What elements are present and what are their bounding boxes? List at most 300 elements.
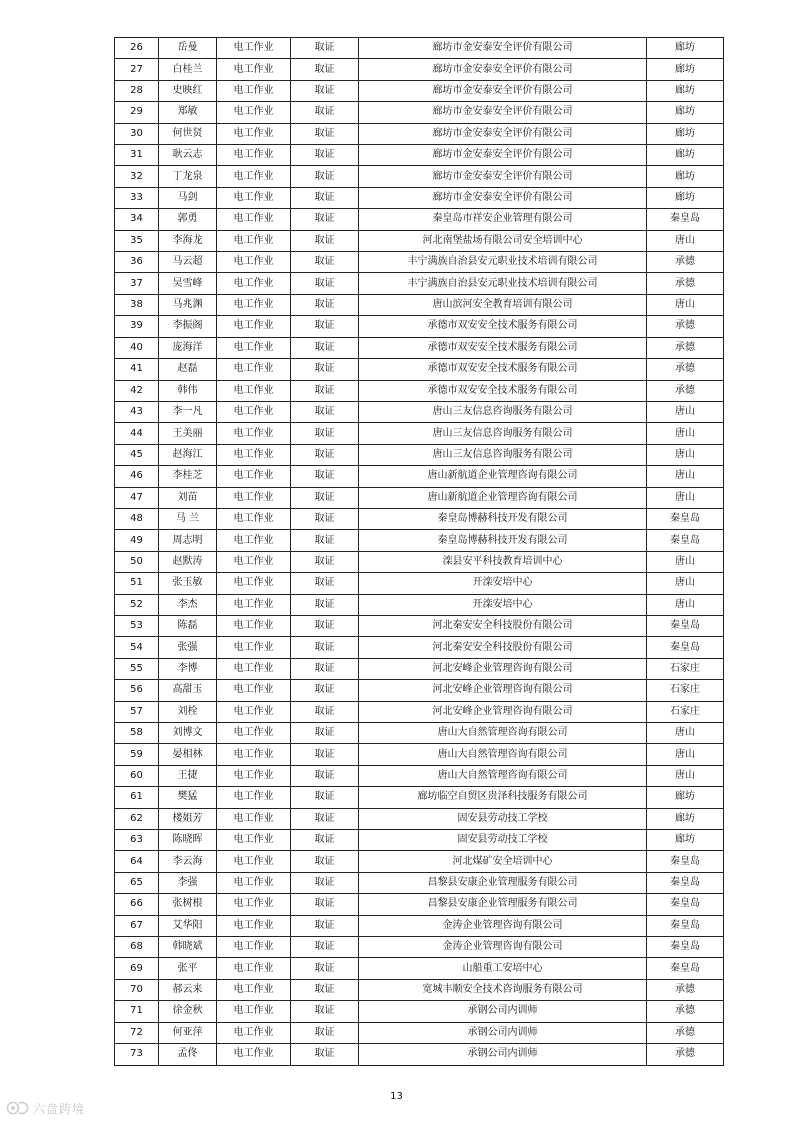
city-cell: 石家庄 [647, 701, 724, 722]
serial-number-cell: 41 [115, 359, 159, 380]
job-type-cell: 电工作业 [217, 551, 291, 572]
job-type-cell: 电工作业 [217, 637, 291, 658]
name-cell: 史映红 [159, 80, 217, 101]
table-row [115, 294, 724, 315]
table-row [115, 423, 724, 444]
city-cell: 石家庄 [647, 680, 724, 701]
city-cell: 唐山 [647, 744, 724, 765]
job-type-cell: 电工作业 [217, 787, 291, 808]
job-type-cell: 电工作业 [217, 230, 291, 251]
job-type-cell: 电工作业 [217, 80, 291, 101]
city-cell: 唐山 [647, 723, 724, 744]
cert-type-cell: 取证 [291, 423, 359, 444]
name-cell: 耿云志 [159, 145, 217, 166]
name-cell: 王美丽 [159, 423, 217, 444]
training-org-cell: 唐山大自然管理咨询有限公司 [359, 765, 647, 786]
camera-logo-icon [6, 1099, 30, 1117]
job-type-cell: 电工作业 [217, 466, 291, 487]
table-row [115, 316, 724, 337]
table-row [115, 466, 724, 487]
city-cell: 承德 [647, 1001, 724, 1022]
cert-type-cell: 取证 [291, 316, 359, 337]
job-type-cell: 电工作业 [217, 1022, 291, 1043]
city-cell: 廊坊 [647, 123, 724, 144]
job-type-cell: 电工作业 [217, 145, 291, 166]
serial-number-cell: 71 [115, 1001, 159, 1022]
name-cell: 岳曼 [159, 38, 217, 59]
city-cell: 唐山 [647, 466, 724, 487]
job-type-cell: 电工作业 [217, 487, 291, 508]
city-cell: 唐山 [647, 594, 724, 615]
training-org-cell: 承钢公司内训师 [359, 1022, 647, 1043]
table-row [115, 59, 724, 80]
training-org-cell: 廊坊市金安泰安全评价有限公司 [359, 102, 647, 123]
table-row [115, 551, 724, 572]
name-cell: 郑敏 [159, 102, 217, 123]
serial-number-cell: 59 [115, 744, 159, 765]
job-type-cell: 电工作业 [217, 765, 291, 786]
table-row [115, 680, 724, 701]
job-type-cell: 电工作业 [217, 872, 291, 893]
name-cell: 李桂芝 [159, 466, 217, 487]
training-org-cell: 承钢公司内训师 [359, 1001, 647, 1022]
cert-type-cell: 取证 [291, 915, 359, 936]
serial-number-cell: 52 [115, 594, 159, 615]
name-cell: 白桂兰 [159, 59, 217, 80]
name-cell: 张平 [159, 958, 217, 979]
city-cell: 唐山 [647, 444, 724, 465]
cert-type-cell: 取证 [291, 937, 359, 958]
serial-number-cell: 46 [115, 466, 159, 487]
training-org-cell: 廊坊市金安泰安全评价有限公司 [359, 59, 647, 80]
training-org-cell: 廊坊市金安泰安全评价有限公司 [359, 145, 647, 166]
city-cell: 承德 [647, 979, 724, 1000]
job-type-cell: 电工作业 [217, 273, 291, 294]
table-row [115, 444, 724, 465]
cert-type-cell: 取证 [291, 872, 359, 893]
cert-type-cell: 取证 [291, 380, 359, 401]
cert-type-cell: 取证 [291, 615, 359, 636]
table-row [115, 723, 724, 744]
cert-type-cell: 取证 [291, 765, 359, 786]
city-cell: 廊坊 [647, 166, 724, 187]
city-cell: 承德 [647, 380, 724, 401]
table-row [115, 765, 724, 786]
serial-number-cell: 29 [115, 102, 159, 123]
cert-type-cell: 取证 [291, 38, 359, 59]
table-row [115, 401, 724, 422]
serial-number-cell: 73 [115, 1044, 159, 1065]
cert-type-cell: 取证 [291, 508, 359, 529]
cert-type-cell: 取证 [291, 166, 359, 187]
training-org-cell: 唐山三友信息咨询服务有限公司 [359, 444, 647, 465]
training-org-cell: 金涛企业管理咨询有限公司 [359, 937, 647, 958]
job-type-cell: 电工作业 [217, 658, 291, 679]
job-type-cell: 电工作业 [217, 209, 291, 230]
serial-number-cell: 72 [115, 1022, 159, 1043]
name-cell: 张强 [159, 637, 217, 658]
name-cell: 李海龙 [159, 230, 217, 251]
training-org-cell: 河北安峰企业管理咨询有限公司 [359, 680, 647, 701]
cert-type-cell: 取证 [291, 723, 359, 744]
serial-number-cell: 62 [115, 808, 159, 829]
cert-type-cell: 取证 [291, 102, 359, 123]
job-type-cell: 电工作业 [217, 444, 291, 465]
serial-number-cell: 44 [115, 423, 159, 444]
table-row [115, 166, 724, 187]
job-type-cell: 电工作业 [217, 958, 291, 979]
serial-number-cell: 26 [115, 38, 159, 59]
table-row [115, 123, 724, 144]
city-cell: 廊坊 [647, 830, 724, 851]
cert-type-cell: 取证 [291, 337, 359, 358]
name-cell: 李云海 [159, 851, 217, 872]
training-org-cell: 承德市双安安全技术服务有限公司 [359, 316, 647, 337]
job-type-cell: 电工作业 [217, 187, 291, 208]
serial-number-cell: 68 [115, 937, 159, 958]
table-row [115, 145, 724, 166]
job-type-cell: 电工作业 [217, 294, 291, 315]
job-type-cell: 电工作业 [217, 937, 291, 958]
city-cell: 承德 [647, 316, 724, 337]
cert-type-cell: 取证 [291, 658, 359, 679]
city-cell: 廊坊 [647, 59, 724, 80]
name-cell: 艾华阳 [159, 915, 217, 936]
serial-number-cell: 54 [115, 637, 159, 658]
serial-number-cell: 66 [115, 894, 159, 915]
table-row [115, 273, 724, 294]
job-type-cell: 电工作业 [217, 830, 291, 851]
table-row [115, 1001, 724, 1022]
training-org-cell: 唐山滨河安全教育培训有限公司 [359, 294, 647, 315]
table-row [115, 872, 724, 893]
city-cell: 秦皇岛 [647, 958, 724, 979]
job-type-cell: 电工作业 [217, 38, 291, 59]
training-org-cell: 承德市双安安全技术服务有限公司 [359, 337, 647, 358]
serial-number-cell: 55 [115, 658, 159, 679]
table-row [115, 937, 724, 958]
training-org-cell: 承德市双安安全技术服务有限公司 [359, 359, 647, 380]
training-org-cell: 秦皇岛市祥安企业管理有限公司 [359, 209, 647, 230]
table-row [115, 102, 724, 123]
name-cell: 周志明 [159, 530, 217, 551]
training-org-cell: 廊坊市金安泰安全评价有限公司 [359, 38, 647, 59]
city-cell: 秦皇岛 [647, 530, 724, 551]
serial-number-cell: 40 [115, 337, 159, 358]
job-type-cell: 电工作业 [217, 530, 291, 551]
job-type-cell: 电工作业 [217, 423, 291, 444]
training-org-cell: 固安县劳动技工学校 [359, 830, 647, 851]
cert-type-cell: 取证 [291, 1044, 359, 1065]
page-number: 13 [390, 1091, 403, 1102]
table-row [115, 615, 724, 636]
name-cell: 刘栓 [159, 701, 217, 722]
cert-type-cell: 取证 [291, 230, 359, 251]
city-cell: 承德 [647, 337, 724, 358]
city-cell: 廊坊 [647, 808, 724, 829]
cert-type-cell: 取证 [291, 187, 359, 208]
job-type-cell: 电工作业 [217, 252, 291, 273]
city-cell: 承德 [647, 1022, 724, 1043]
table-row [115, 979, 724, 1000]
training-org-cell: 昌黎县安康企业管理服务有限公司 [359, 894, 647, 915]
name-cell: 马兆渊 [159, 294, 217, 315]
table-row [115, 573, 724, 594]
serial-number-cell: 48 [115, 508, 159, 529]
cert-type-cell: 取证 [291, 252, 359, 273]
training-org-cell: 廊坊市金安泰安全评价有限公司 [359, 80, 647, 101]
name-cell: 郭勇 [159, 209, 217, 230]
training-org-cell: 秦皇岛博赫科技开发有限公司 [359, 508, 647, 529]
city-cell: 秦皇岛 [647, 851, 724, 872]
training-org-cell: 唐山三友信息咨询服务有限公司 [359, 401, 647, 422]
city-cell: 唐山 [647, 551, 724, 572]
cert-type-cell: 取证 [291, 851, 359, 872]
training-org-cell: 昌黎县安康企业管理服务有限公司 [359, 872, 647, 893]
city-cell: 廊坊 [647, 38, 724, 59]
cert-type-cell: 取证 [291, 145, 359, 166]
training-org-cell: 河北煤矿安全培训中心 [359, 851, 647, 872]
serial-number-cell: 60 [115, 765, 159, 786]
table-row [115, 252, 724, 273]
table-row [115, 337, 724, 358]
training-org-cell: 唐山新航道企业管理咨询有限公司 [359, 487, 647, 508]
job-type-cell: 电工作业 [217, 401, 291, 422]
job-type-cell: 电工作业 [217, 380, 291, 401]
table-row [115, 915, 724, 936]
job-type-cell: 电工作业 [217, 1044, 291, 1065]
city-cell: 廊坊 [647, 145, 724, 166]
name-cell: 李振阁 [159, 316, 217, 337]
training-org-cell: 河北安峰企业管理咨询有限公司 [359, 701, 647, 722]
cert-type-cell: 取证 [291, 958, 359, 979]
serial-number-cell: 37 [115, 273, 159, 294]
name-cell: 高甜玉 [159, 680, 217, 701]
cert-type-cell: 取证 [291, 1022, 359, 1043]
serial-number-cell: 38 [115, 294, 159, 315]
serial-number-cell: 70 [115, 979, 159, 1000]
cert-type-cell: 取证 [291, 701, 359, 722]
job-type-cell: 电工作业 [217, 1001, 291, 1022]
name-cell: 孟佟 [159, 1044, 217, 1065]
job-type-cell: 电工作业 [217, 701, 291, 722]
training-org-cell: 固安县劳动技工学校 [359, 808, 647, 829]
cert-type-cell: 取证 [291, 273, 359, 294]
city-cell: 秦皇岛 [647, 937, 724, 958]
cert-type-cell: 取证 [291, 444, 359, 465]
name-cell: 李一凡 [159, 401, 217, 422]
city-cell: 秦皇岛 [647, 872, 724, 893]
job-type-cell: 电工作业 [217, 615, 291, 636]
training-org-cell: 廊坊市金安泰安全评价有限公司 [359, 123, 647, 144]
serial-number-cell: 64 [115, 851, 159, 872]
name-cell: 樊猛 [159, 787, 217, 808]
serial-number-cell: 53 [115, 615, 159, 636]
city-cell: 石家庄 [647, 658, 724, 679]
city-cell: 唐山 [647, 765, 724, 786]
table-row [115, 658, 724, 679]
training-org-cell: 承德市双安安全技术服务有限公司 [359, 380, 647, 401]
serial-number-cell: 28 [115, 80, 159, 101]
city-cell: 唐山 [647, 294, 724, 315]
training-org-cell: 廊坊临空自贸区贵泽科技服务有限公司 [359, 787, 647, 808]
serial-number-cell: 42 [115, 380, 159, 401]
cert-type-cell: 取证 [291, 359, 359, 380]
cert-type-cell: 取证 [291, 59, 359, 80]
serial-number-cell: 67 [115, 915, 159, 936]
name-cell: 刘苗 [159, 487, 217, 508]
job-type-cell: 电工作业 [217, 508, 291, 529]
table-row [115, 209, 724, 230]
training-org-cell: 丰宁满族自治县安元职业技术培训有限公司 [359, 273, 647, 294]
roster-table [114, 37, 724, 1066]
table-row [115, 80, 724, 101]
city-cell: 秦皇岛 [647, 209, 724, 230]
job-type-cell: 电工作业 [217, 808, 291, 829]
serial-number-cell: 45 [115, 444, 159, 465]
city-cell: 唐山 [647, 573, 724, 594]
city-cell: 廊坊 [647, 187, 724, 208]
city-cell: 唐山 [647, 423, 724, 444]
job-type-cell: 电工作业 [217, 59, 291, 80]
watermark [6, 1098, 85, 1118]
city-cell: 唐山 [647, 230, 724, 251]
cert-type-cell: 取证 [291, 123, 359, 144]
serial-number-cell: 63 [115, 830, 159, 851]
job-type-cell: 电工作业 [217, 166, 291, 187]
training-org-cell: 宽城丰顺安全技术咨询服务有限公司 [359, 979, 647, 1000]
serial-number-cell: 58 [115, 723, 159, 744]
serial-number-cell: 65 [115, 872, 159, 893]
name-cell: 吴雪峰 [159, 273, 217, 294]
table-row [115, 958, 724, 979]
table-row [115, 851, 724, 872]
training-org-cell: 秦皇岛博赫科技开发有限公司 [359, 530, 647, 551]
city-cell: 秦皇岛 [647, 508, 724, 529]
cert-type-cell: 取证 [291, 637, 359, 658]
serial-number-cell: 57 [115, 701, 159, 722]
cert-type-cell: 取证 [291, 979, 359, 1000]
table-row [115, 701, 724, 722]
training-org-cell: 开滦安培中心 [359, 573, 647, 594]
table-row [115, 808, 724, 829]
city-cell: 秦皇岛 [647, 637, 724, 658]
cert-type-cell: 取证 [291, 830, 359, 851]
serial-number-cell: 61 [115, 787, 159, 808]
city-cell: 廊坊 [647, 787, 724, 808]
table-row [115, 380, 724, 401]
city-cell: 承德 [647, 1044, 724, 1065]
name-cell: 马 兰 [159, 508, 217, 529]
city-cell: 秦皇岛 [647, 894, 724, 915]
name-cell: 何亚萍 [159, 1022, 217, 1043]
job-type-cell: 电工作业 [217, 573, 291, 594]
serial-number-cell: 35 [115, 230, 159, 251]
training-org-cell: 承钢公司内训师 [359, 1044, 647, 1065]
roster-table-body [115, 38, 724, 1066]
name-cell: 何世贤 [159, 123, 217, 144]
table-row [115, 1022, 724, 1043]
training-org-cell: 唐山新航道企业管理咨询有限公司 [359, 466, 647, 487]
cert-type-cell: 取证 [291, 744, 359, 765]
table-row [115, 187, 724, 208]
cert-type-cell: 取证 [291, 401, 359, 422]
training-org-cell: 廊坊市金安泰安全评价有限公司 [359, 166, 647, 187]
job-type-cell: 电工作业 [217, 915, 291, 936]
city-cell: 唐山 [647, 487, 724, 508]
cert-type-cell: 取证 [291, 487, 359, 508]
table-row [115, 38, 724, 59]
name-cell: 赵磊 [159, 359, 217, 380]
name-cell: 韩晓斌 [159, 937, 217, 958]
job-type-cell: 电工作业 [217, 680, 291, 701]
cert-type-cell: 取证 [291, 1001, 359, 1022]
serial-number-cell: 34 [115, 209, 159, 230]
table-row [115, 230, 724, 251]
name-cell: 陈晓晖 [159, 830, 217, 851]
watermark-text: 六盘跨境 [33, 1101, 86, 1116]
city-cell: 承德 [647, 359, 724, 380]
table-row [115, 508, 724, 529]
training-org-cell: 滦县安平科技教育培训中心 [359, 551, 647, 572]
city-cell: 廊坊 [647, 80, 724, 101]
cert-type-cell: 取证 [291, 787, 359, 808]
job-type-cell: 电工作业 [217, 594, 291, 615]
serial-number-cell: 30 [115, 123, 159, 144]
table-row [115, 830, 724, 851]
name-cell: 韩伟 [159, 380, 217, 401]
training-org-cell: 河北安峰企业管理咨询有限公司 [359, 658, 647, 679]
name-cell: 刘博文 [159, 723, 217, 744]
training-org-cell: 河北秦安安全科技股份有限公司 [359, 637, 647, 658]
training-org-cell: 开滦安培中心 [359, 594, 647, 615]
name-cell: 张玉敏 [159, 573, 217, 594]
serial-number-cell: 56 [115, 680, 159, 701]
name-cell: 徐金秋 [159, 1001, 217, 1022]
training-org-cell: 金涛企业管理咨询有限公司 [359, 915, 647, 936]
name-cell: 楼姐芳 [159, 808, 217, 829]
job-type-cell: 电工作业 [217, 723, 291, 744]
name-cell: 张树根 [159, 894, 217, 915]
serial-number-cell: 31 [115, 145, 159, 166]
name-cell: 陈磊 [159, 615, 217, 636]
name-cell: 王捷 [159, 765, 217, 786]
serial-number-cell: 33 [115, 187, 159, 208]
name-cell: 李博 [159, 658, 217, 679]
serial-number-cell: 43 [115, 401, 159, 422]
name-cell: 赵默涛 [159, 551, 217, 572]
training-org-cell: 唐山大自然管理咨询有限公司 [359, 744, 647, 765]
table-row [115, 359, 724, 380]
training-org-cell: 河北秦安安全科技股份有限公司 [359, 615, 647, 636]
cert-type-cell: 取证 [291, 680, 359, 701]
cert-type-cell: 取证 [291, 808, 359, 829]
training-org-cell: 河北南堡盐场有限公司安全培训中心 [359, 230, 647, 251]
job-type-cell: 电工作业 [217, 337, 291, 358]
job-type-cell: 电工作业 [217, 102, 291, 123]
cert-type-cell: 取证 [291, 530, 359, 551]
training-org-cell: 山船重工安培中心 [359, 958, 647, 979]
city-cell: 唐山 [647, 401, 724, 422]
table-row [115, 487, 724, 508]
name-cell: 丁龙泉 [159, 166, 217, 187]
serial-number-cell: 49 [115, 530, 159, 551]
name-cell: 马云超 [159, 252, 217, 273]
table-row [115, 594, 724, 615]
cert-type-cell: 取证 [291, 80, 359, 101]
cert-type-cell: 取证 [291, 594, 359, 615]
name-cell: 郝云来 [159, 979, 217, 1000]
